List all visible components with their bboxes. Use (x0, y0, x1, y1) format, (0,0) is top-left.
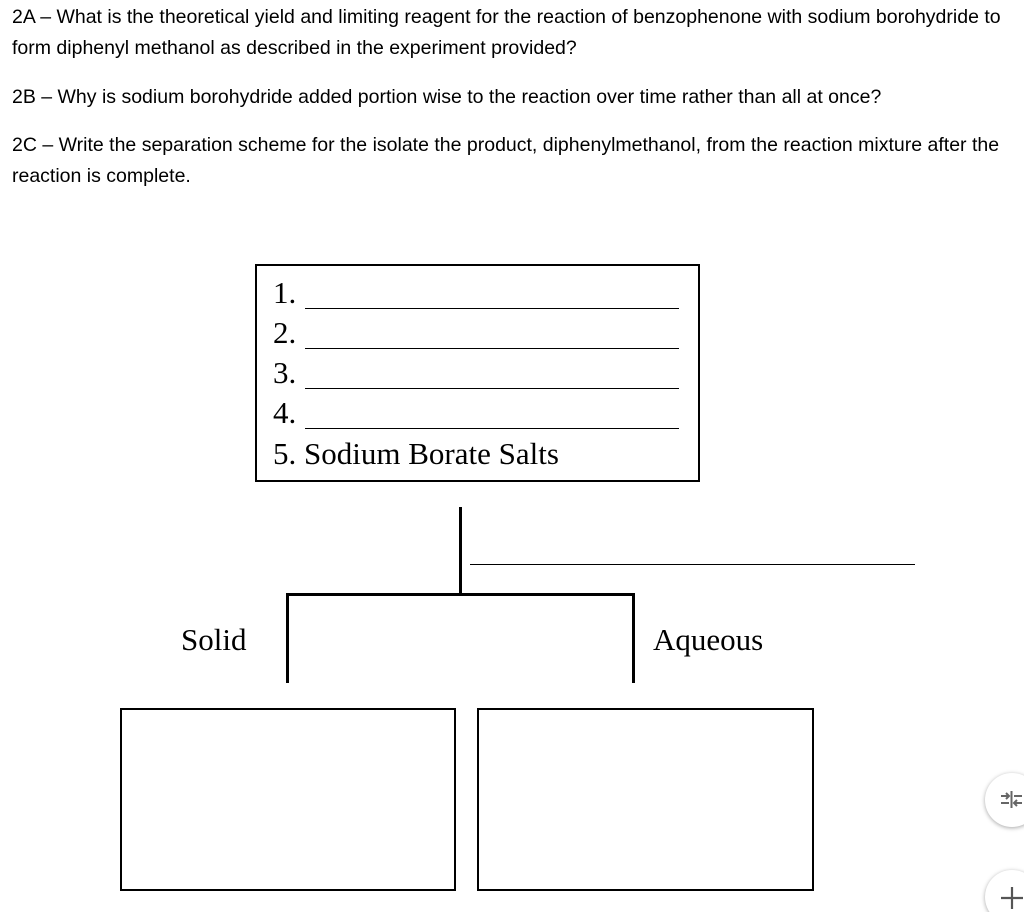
branch-bar (286, 593, 635, 596)
compare-button[interactable] (985, 773, 1024, 827)
component-item-3: 3. (273, 355, 297, 390)
component-item-2: 2. (273, 315, 297, 350)
question-2a: 2A – What is the theoretical yield and limiting reagent for the reaction of benzophenone with sodium borohydride to form diphenyl methanol as described in the experiment provided? (12, 6, 1001, 59)
component-blank-2 (305, 348, 679, 349)
plus-icon (997, 885, 1024, 909)
component-item-4: 4. (273, 395, 297, 430)
component-blank-3 (305, 388, 679, 389)
component-item-5: 5. Sodium Borate Salts (273, 436, 559, 471)
reagent-blank-line (470, 564, 915, 565)
aqueous-answer-box (477, 708, 814, 891)
component-item-1: 1. (273, 275, 297, 310)
solid-label: Solid (181, 622, 247, 657)
component-blank-1 (305, 308, 679, 309)
component-blank-4 (305, 428, 679, 429)
stem-line (459, 507, 462, 595)
mixture-components-box (255, 264, 700, 482)
right-branch-line (632, 593, 635, 683)
compare-arrows-icon (997, 788, 1024, 812)
question-2b: 2B – Why is sodium borohydride added portion wise to the reaction over time rather than all at once? (12, 86, 882, 108)
solid-answer-box (120, 708, 456, 891)
left-branch-line (286, 593, 289, 683)
add-button[interactable] (985, 870, 1024, 912)
question-2c: 2C – Write the separation scheme for the isolate the product, diphenylmethanol, from the reaction mixture after the reaction is complete. (12, 134, 1000, 187)
aqueous-label: Aqueous (653, 622, 764, 657)
